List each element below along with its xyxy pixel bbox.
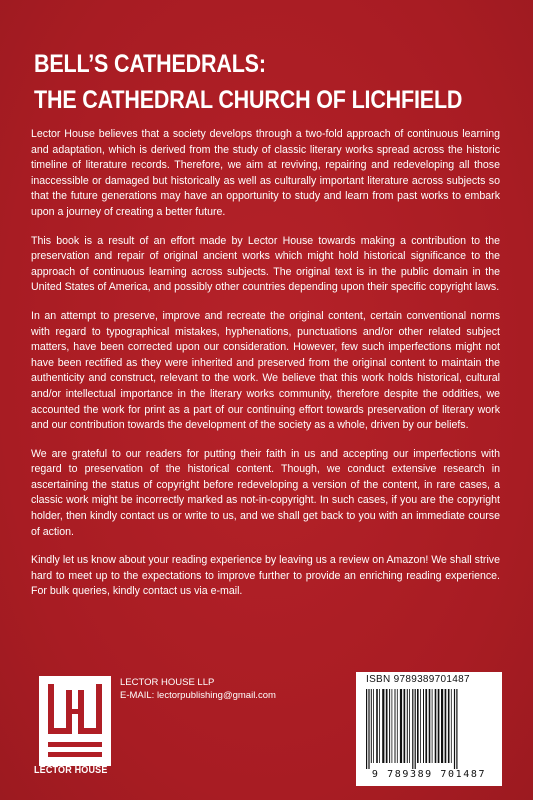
barcode-digits: 9 789389 701487 bbox=[371, 769, 487, 780]
publisher-contact bbox=[120, 676, 276, 702]
publisher-email: E-MAIL: lectorpublishing@gmail.com bbox=[120, 690, 276, 701]
barcode-icon bbox=[364, 689, 492, 769]
lector-house-logo-icon bbox=[39, 676, 111, 766]
book-title-line-1: BELL’S CATHEDRALS: bbox=[34, 50, 266, 78]
logo-caption: LECTOR HOUSE bbox=[34, 765, 108, 776]
isbn-label: ISBN 9789389701487 bbox=[366, 674, 470, 685]
publisher-name: LECTOR HOUSE LLP bbox=[120, 677, 215, 688]
blurb-text bbox=[31, 127, 500, 613]
blurb-paragraph-5: Kindly let us know about your reading experience by leaving us a review on Amazon! We shall strive hard to meet up to the expectations to improve further to provide an enriching reading experience. For bulk queries, kindly contact us via e-mail. bbox=[31, 554, 500, 598]
isbn-barcode-box bbox=[356, 672, 502, 786]
blurb-paragraph-3: In an attempt to preserve, improve and recreate the original content, certain conventional norms with regard to typographical mistakes, hyphenations, punctuations and/or other related subject matters, have been corrected upon our consideration. However, few such imperfections might not have been rectified as they were inherited and preserved from the original content to maintain the authenticity and construct, relevant to the work. We believe that this work holds historical, cultural and/or intellectual importance in the literary works community, therefore despite the oddities, we accounted the work for print as a part of our continuing effort towards preservation of literary work and our contribution towards the development of the society as a whole, driven by our beliefs. bbox=[31, 309, 500, 432]
book-title-line-2: THE CATHEDRAL CHURCH OF LICHFIELD bbox=[34, 86, 463, 114]
book-title bbox=[34, 46, 463, 118]
blurb-paragraph-2: This book is a result of an effort made by Lector House towards making a contribution to the preservation and repair of original ancient works which might hold historical significance to the approach of continuous learning across subjects. The original text is in the public domain in the United States of America, and possibly other countries depending upon their specific copyright laws. bbox=[31, 234, 500, 294]
blurb-paragraph-1: Lector House believes that a society develops through a two-fold approach of continuous learning and adaptation, which is derived from the study of classic literary works spread across the historic timeline of literature records. Therefore, we aim at reviving, repairing and redeveloping all those inaccessible or damaged but historically as well as culturally important literature across subjects so that the future generations may have an opportunity to study and learn from past works to embark upon a journey of creating a better future. bbox=[31, 128, 500, 218]
blurb-paragraph-4: We are grateful to our readers for putting their faith in us and accepting our imperfections with regard to preservation of the historical content. Though, we conduct extensive research in ascertaining the status of copyright before redeveloping a version of the content, in rare cases, a classic work might be incorrectly marked as not-in-copyright. In such cases, if you are the copyright holder, then kindly contact us or write to us, and we shall get back to you with an immediate course of action. bbox=[31, 447, 500, 538]
publisher-footer bbox=[0, 672, 533, 800]
